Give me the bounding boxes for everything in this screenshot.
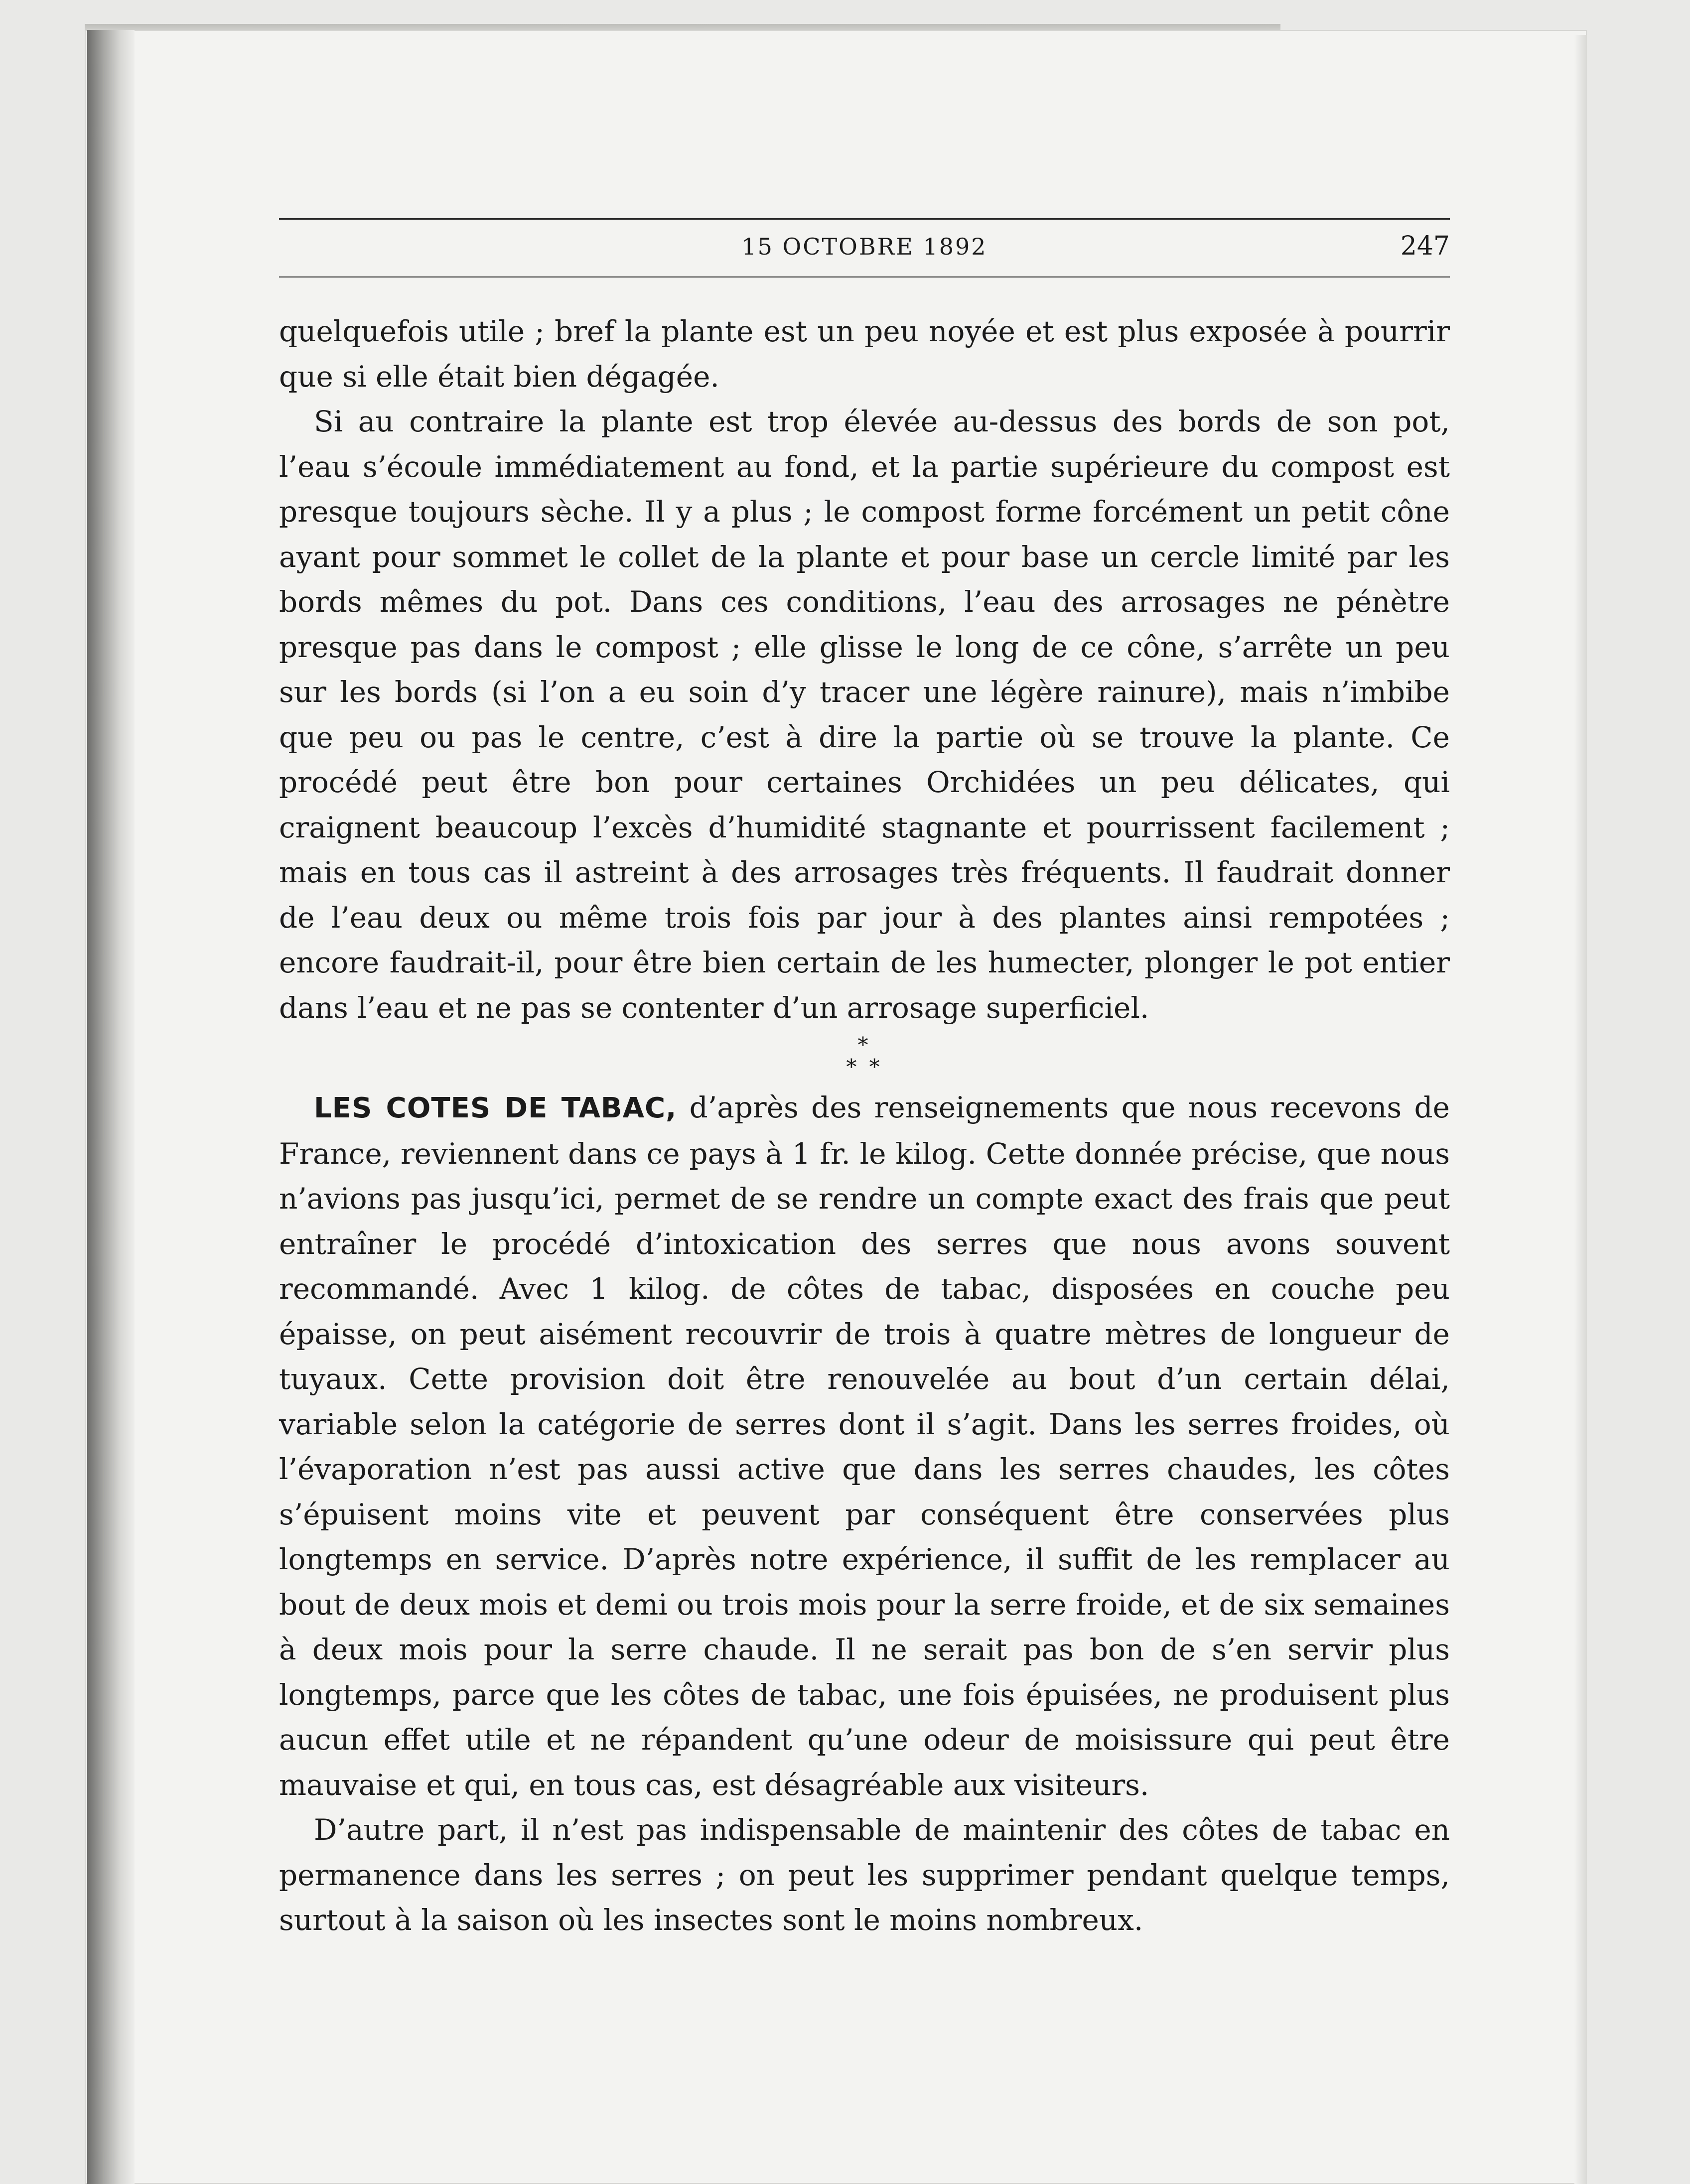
section-paragraph-text: d’après des renseignements que nous recevons de France, reviennent dans ce pays à 1 fr. le kilog. Cette donnée précise, que nous n’avions pas jusqu’ici, permet de se rendre un compte exact des frais que peut entraîner le procédé d’intoxication des serres que nous avons souvent recommandé. Avec 1 kilog. de côtes de tabac, disposées en couche peu épaisse, on peut aisément recouvrir de trois à quatre mètres de longueur de tuyaux. Cette provision doit être renouvelée au bout d’un certain délai, variable selon la catégorie de serres dont il s’agit. Dans les serres froides, où l’évaporation n’est pas aussi active que dans les serres chaudes, les côtes s’épuisent moins vite et peuvent par conséquent être conservées plus longtemps en service. D’après notre expérience, il suffit de les remplacer au bout de deux mois et demi ou trois mois pour la serre froide, et de six semaines à deux mois pour la serre chaude. Il ne serait pas bon de s’en servir plus longtemps, parce que les côtes de tabac, une fois épuisées, ne produisent plus aucun effet utile et ne répandent qu’une odeur de moisissure qui peut être mauvaise et qui, en tous cas, est désagréable aux visiteurs. [279, 1091, 1450, 1802]
page-edge-shadow [1574, 35, 1587, 2184]
asterism-top: * [857, 1033, 871, 1057]
header-rule-top [279, 218, 1450, 220]
section-lead-heading: LES COTES DE TABAC, [314, 1092, 677, 1124]
header-rule-bottom [279, 276, 1450, 277]
paragraph-continuation: quelquefois utile ; bref la plante est un peu noyée et est plus exposée à pourrir que si elle était bien dégagée. [279, 314, 1450, 394]
header-date: 15 OCTOBRE 1892 [741, 233, 987, 260]
paragraph-cotes-de-tabac [279, 1085, 1450, 1807]
article-body [279, 309, 1450, 1943]
asterism-separator [279, 1034, 1450, 1078]
page-number: 247 [1400, 231, 1450, 261]
paragraph-autre-part: D’autre part, il n’est pas indispensable de maintenir des côtes de tabac en permanence dans les serres ; on peut les supprimer pendant quelque temps, surtout à la saison où les insectes sont le moins nombreux. [279, 1813, 1450, 1937]
asterism-bottom: * * [846, 1055, 883, 1079]
page-content [279, 209, 1450, 2003]
paragraph-compost: Si au contraire la plante est trop élevée au-dessus des bords de son pot, l’eau s’écoule immédiatement au fond, et la partie supérieure du compost est presque toujours sèche. Il y a plus ; le compost forme forcément un petit cône ayant pour sommet le collet de la plante et pour base un cercle limité par les bords mêmes du pot. Dans ces conditions, l’eau des arrosages ne pénètre presque pas dans le compost ; elle glisse le long de ce cône, s’arrête un peu sur les bords (si l’on a eu soin d’y tracer une légère rainure), mais n’imbibe que peu ou pas le centre, c’est à dire la partie où se trouve la plante. Ce procédé peut être bon pour certaines Orchidées un peu délicates, qui craignent beaucoup l’excès d’humidité stagnante et pourrissent facilement ; mais en tous cas il astreint à des arrosages très fréquents. Il faudrait donner de l’eau deux ou même trois fois par jour à des plantes ainsi rempotées ; encore faudrait-il, pour être bien certain de les humecter, plonger le pot entier dans l’eau et ne pas se contenter d’un arrosage superficiel. [279, 405, 1450, 1025]
binding-shadow [87, 30, 135, 2184]
